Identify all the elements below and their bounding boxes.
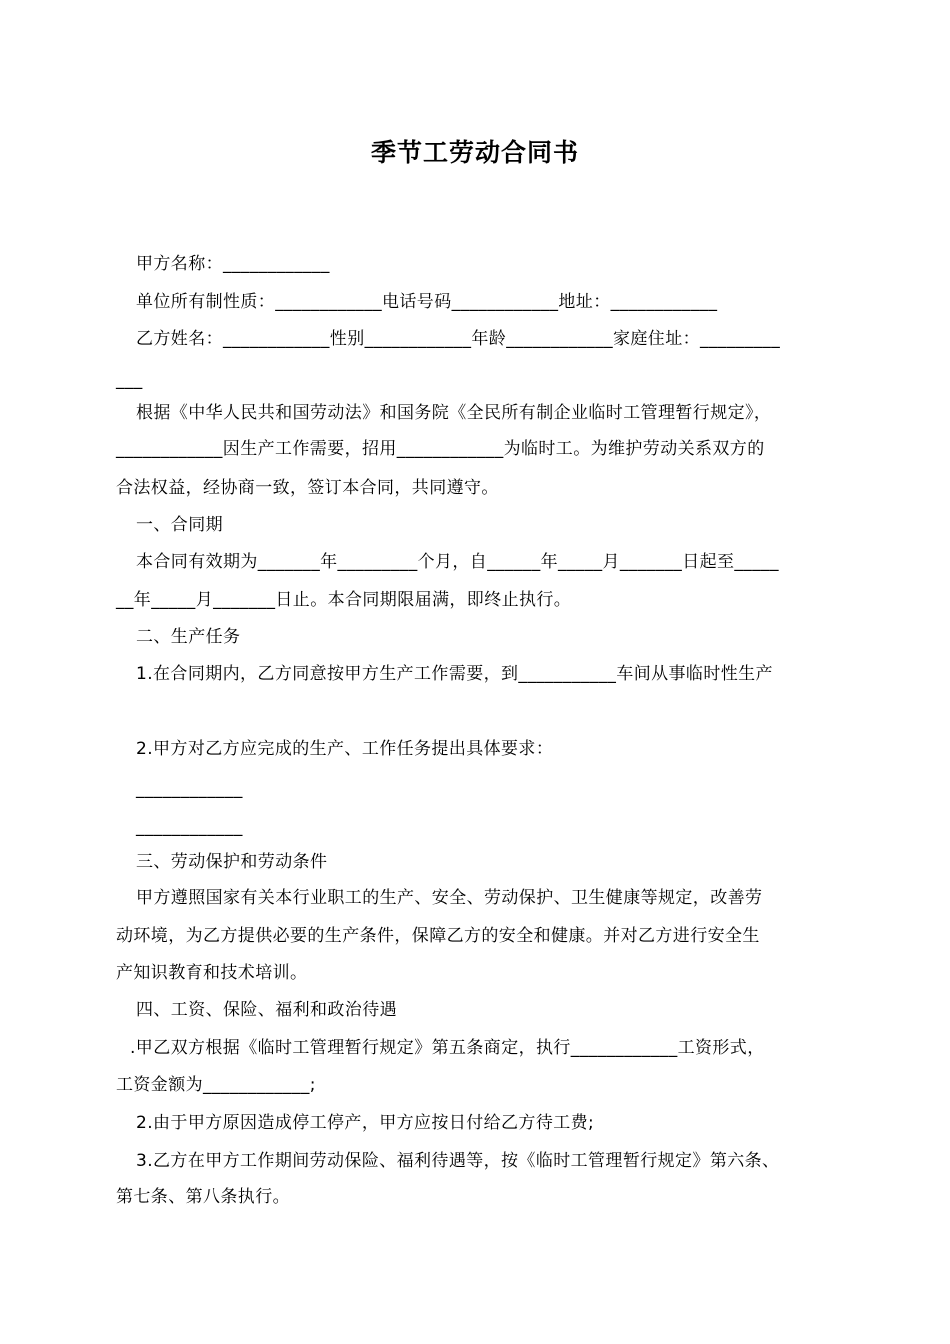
party-b-info-line: 乙方姓名：____________性别____________年龄____________家庭住址：_________: [136, 329, 781, 349]
preamble-line-1: 根据《中华人民共和国劳动法》和国务院《全民所有制企业临时工管理暂行规定》，: [136, 403, 772, 423]
wages-item-3-line-2: 第七条、第八条执行。: [116, 1187, 290, 1207]
party-a-name-line: 甲方名称：____________: [136, 254, 330, 274]
section-heading-wages: 四、工资、保险、福利和政治待遇: [136, 1000, 397, 1020]
labor-protection-line-2: 动环境，为乙方提供必要的生产条件，保障乙方的安全和健康。并对乙方进行安全生: [116, 926, 760, 946]
preamble-line-3: 合法权益，经协商一致，签订本合同，共同遵守。: [116, 478, 499, 498]
party-a-info-line: 单位所有制性质：____________电话号码____________地址：____________: [136, 292, 718, 312]
production-task-item-1: 1.在合同期内，乙方同意按甲方生产工作需要，到___________车间从事临时性生产: [136, 664, 773, 684]
preamble-line-2: ____________因生产工作需要，招用____________为临时工。为维护劳动关系双方的: [116, 439, 765, 459]
labor-protection-line-1: 甲方遵照国家有关本行业职工的生产、安全、劳动保护、卫生健康等规定，改善劳: [136, 888, 763, 908]
section-heading-contract-term: 一、合同期: [136, 515, 223, 535]
wages-item-2: 2.由于甲方原因造成停工停产，甲方应按日付给乙方待工费;: [136, 1113, 595, 1133]
document-title: 季节工劳动合同书: [370, 138, 579, 167]
blank-line: ____________: [136, 779, 243, 799]
party-b-info-continuation: ___: [116, 370, 143, 390]
wages-item-1-line-2: 工资金额为____________;: [116, 1075, 316, 1095]
section-heading-production-task: 二、生产任务: [136, 627, 241, 647]
production-task-item-2: 2.甲方对乙方应完成的生产、工作任务提出具体要求：: [136, 739, 554, 759]
labor-protection-line-3: 产知识教育和技术培训。: [116, 963, 308, 983]
contract-term-line-1: 本合同有效期为_______年_________个月，自______年_____月_______日起至_____: [136, 552, 779, 572]
section-heading-labor-protection: 三、劳动保护和劳动条件: [136, 852, 328, 872]
blank-line: ____________: [136, 817, 243, 837]
wages-item-3-line-1: 3.乙方在甲方工作期间劳动保险、福利待遇等，按《临时工管理暂行规定》第六条、: [136, 1151, 780, 1171]
contract-term-line-2: __年_____月_______日止。本合同期限届满，即终止执行。: [116, 590, 572, 610]
wages-item-1-line-1: .甲乙双方根据《临时工管理暂行规定》第五条商定，执行____________工资形式，: [130, 1038, 765, 1058]
